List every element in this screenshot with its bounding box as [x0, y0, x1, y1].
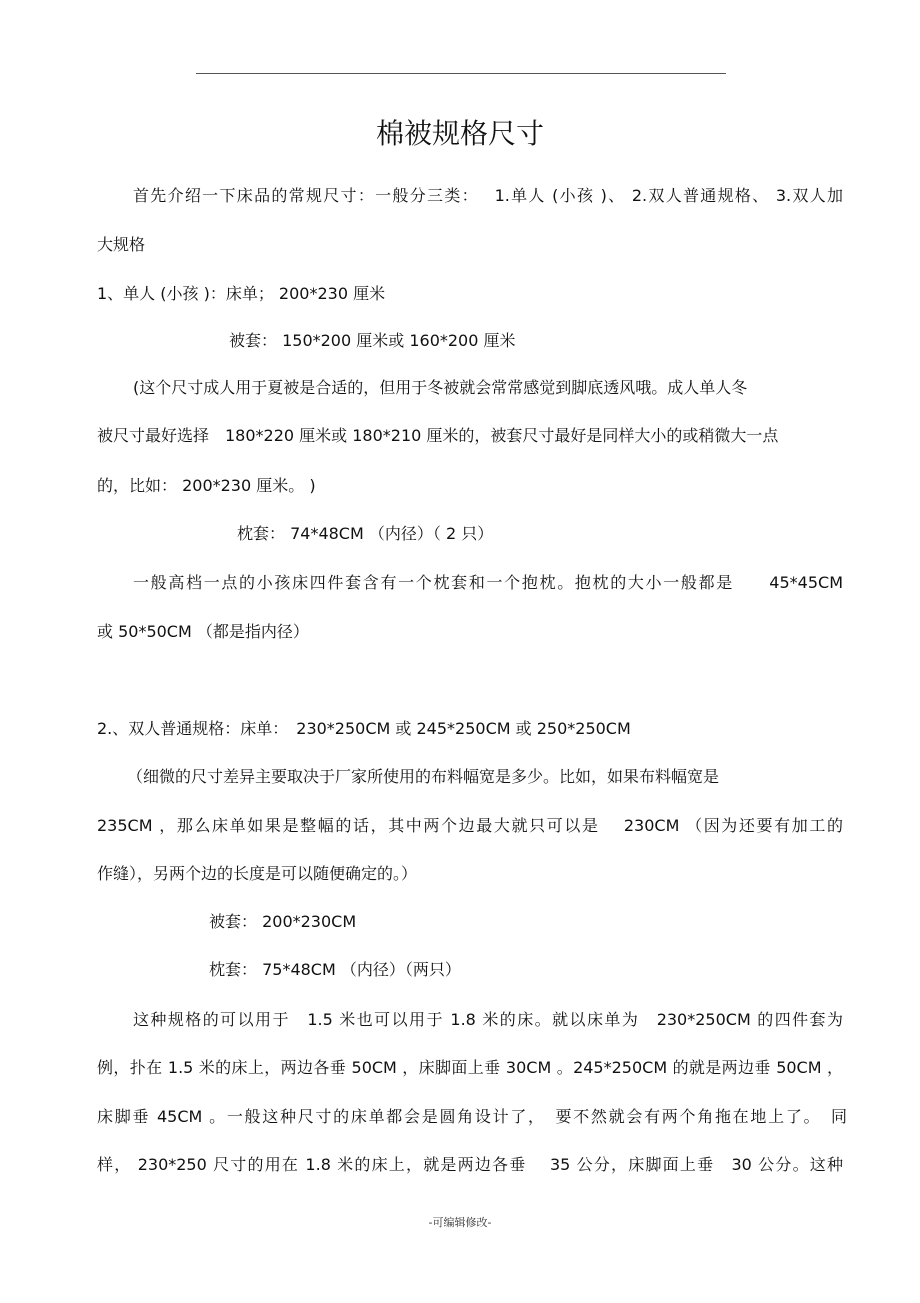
paragraph-line: 枕套： 75*48CM （内径）（两只） [209, 960, 461, 979]
paragraph-line: 被尺寸最好选择 180*220 厘米或 180*210 厘米的，被套尺寸最好是同样大小的或稍微大一点 [97, 426, 779, 445]
paragraph-line: 首先介绍一下床品的常规尺寸：一般分三类： 1.单人 (小孩 )、 2.双人普通规格、 3.双人加 [133, 186, 843, 205]
paragraph-line: 或 50*50CM （都是指内径） [97, 622, 309, 641]
page-footer: -可编辑修改- [428, 1216, 492, 1229]
paragraph-line: 大规格 [97, 235, 146, 254]
paragraph-line: 一般高档一点的小孩床四件套含有一个枕套和一个抱枕。抱枕的大小一般都是 45*45CM [133, 573, 843, 592]
section-heading: 2.、双人普通规格：床单： 230*250CM 或 245*250CM 或 250*250CM [97, 719, 631, 738]
page-title: 棉被规格尺寸 [375, 117, 544, 150]
paragraph-line: 1、单人 (小孩 )：床单； 200*230 厘米 [97, 284, 386, 303]
paragraph-line: 的，比如： 200*230 厘米。 ) [97, 476, 316, 495]
paragraph-line: 这种规格的可以用于 1.5 米也可以用于 1.8 米的床。就以床单为 230*250CM 的四件套为 [133, 1010, 843, 1029]
paragraph-line: 被套： 200*230CM [209, 912, 357, 931]
header-rule [196, 73, 726, 74]
paragraph-line: 被套： 150*200 厘米或 160*200 厘米 [229, 331, 516, 350]
paragraph-line: (这个尺寸成人用于夏被是合适的，但用于冬被就会常常感觉到脚底透风哦。成人单人冬 [133, 378, 748, 397]
paragraph-line: 235CM ，那么床单如果是整幅的话，其中两个边最大就只可以是 230CM （因为还要有加工的 [97, 816, 843, 835]
paragraph-line: 床脚垂 45CM 。一般这种尺寸的床单都会是圆角设计了， 要不然就会有两个角拖在地上了。 同 [97, 1107, 847, 1126]
paragraph-line: 作缝），另两个边的长度是可以随便确定的。） [97, 864, 418, 883]
paragraph-line: 例，扑在 1.5 米的床上，两边各垂 50CM ，床脚面上垂 30CM 。245*250CM 的就是两边垂 50CM ， [97, 1058, 843, 1077]
paragraph-line: 枕套： 74*48CM （内径）（ 2 只） [237, 524, 494, 543]
paragraph-line: （细微的尺寸差异主要取决于厂家所使用的布料幅宽是多少。比如，如果布料幅宽是 [127, 767, 720, 786]
paragraph-line: 样， 230*250 尺寸的用在 1.8 米的床上，就是两边各垂 35 公分，床脚面上垂 30 公分。这种 [97, 1155, 843, 1174]
